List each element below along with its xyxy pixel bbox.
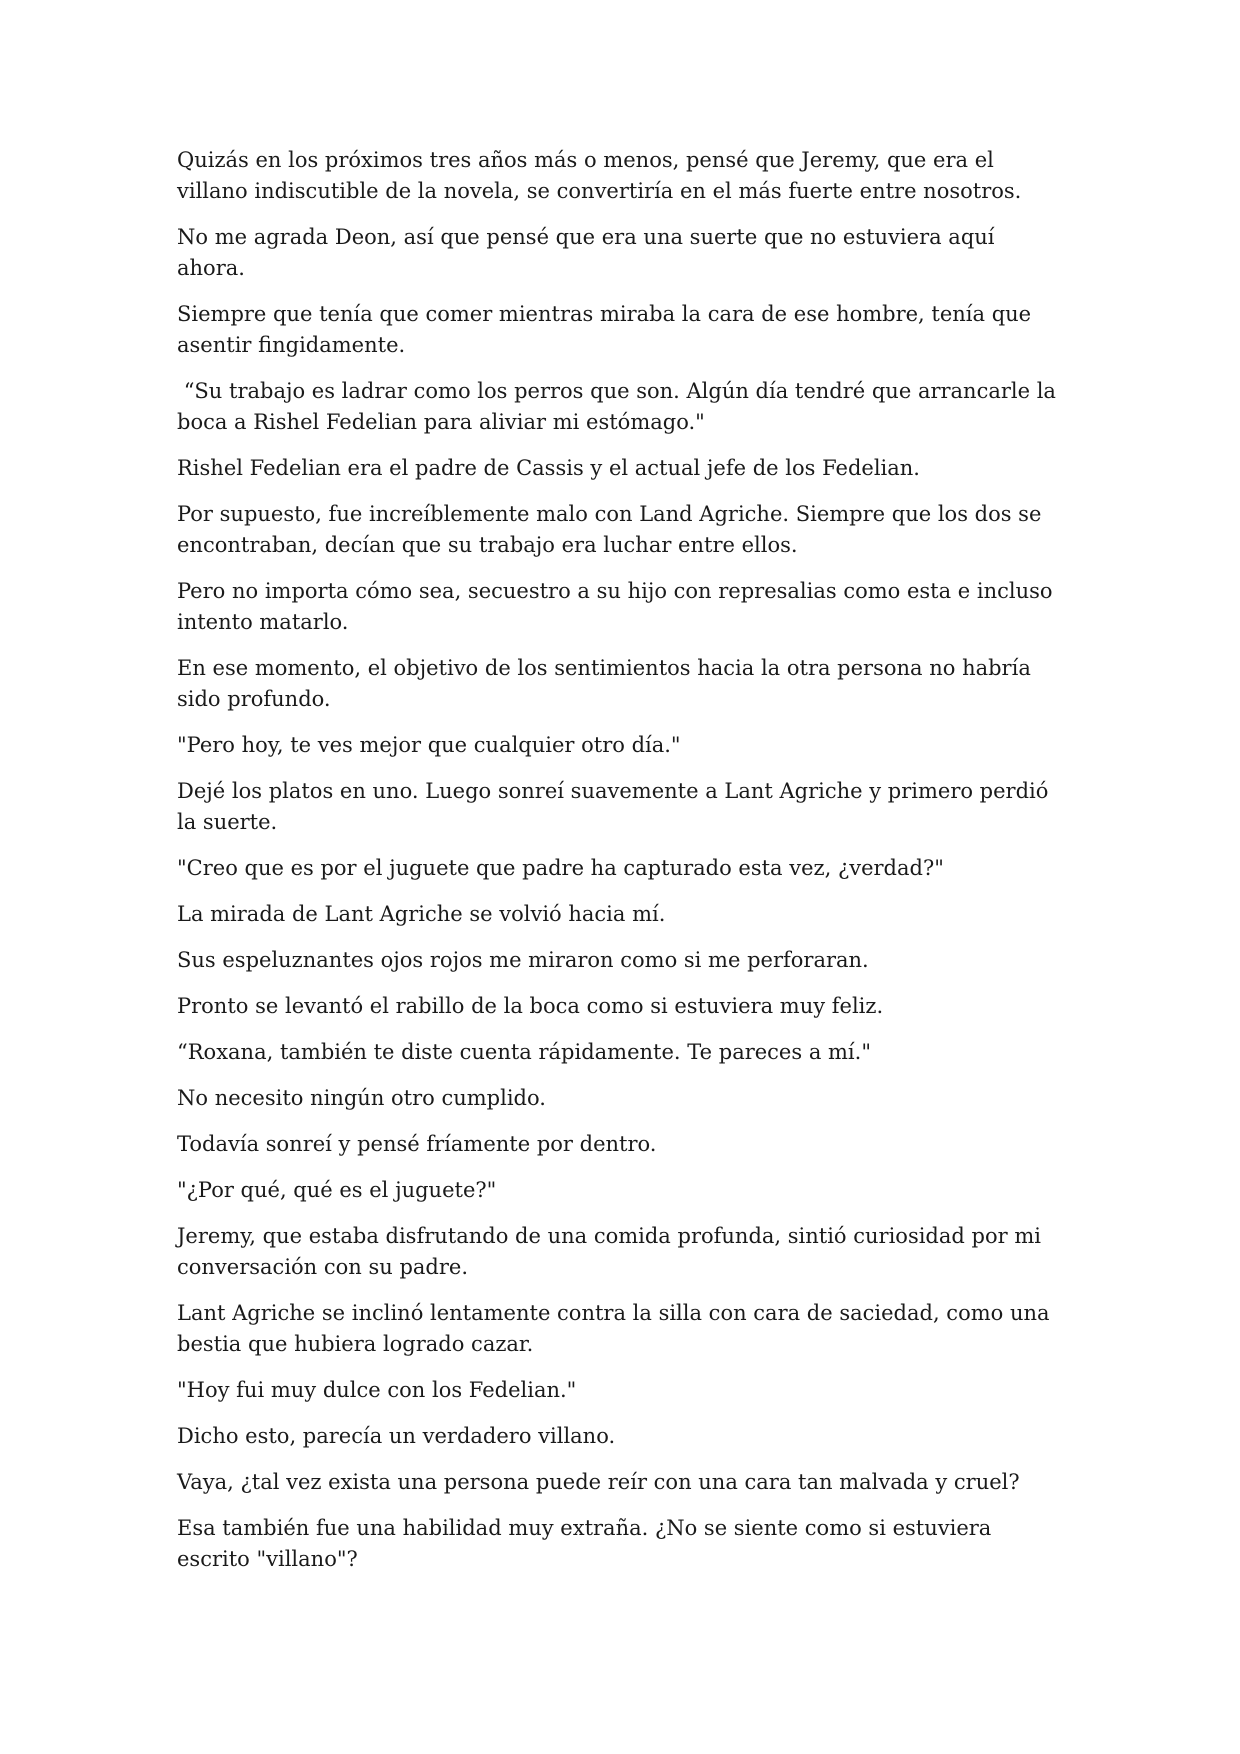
paragraph: Por supuesto, fue increíblemente malo con Land Agriche. Siempre que los dos se encontraban, decían que su trabajo era luchar entre ellos. [177,502,1049,557]
paragraph: Lant Agriche se inclinó lentamente contra la silla con cara de saciedad, como una bestia que hubiera logrado cazar. [177,1301,1057,1356]
paragraph: Dejé los platos en uno. Luego sonreí suavemente a Lant Agriche y primero perdió la suerte. [177,779,1056,834]
paragraph: Siempre que tenía que comer mientras miraba la cara de ese hombre, tenía que asentir fingidamente. [177,302,1038,357]
document-body [177,145,1067,1590]
paragraph: Dicho esto, parecía un verdadero villano. [177,1424,616,1448]
paragraph: Quizás en los próximos tres años más o menos, pensé que Jeremy, que era el villano indiscutible de la novela, se convertiría en el más fuerte entre nosotros. [177,148,1022,203]
paragraph: No necesito ningún otro cumplido. [177,1086,546,1110]
paragraph: Pero no importa cómo sea, secuestro a su hijo con represalias como esta e incluso intento matarlo. [177,579,1060,634]
paragraph: No me agrada Deon, así que pensé que era una suerte que no estuviera aquí ahora. [177,225,1002,280]
paragraph: Jeremy, que estaba disfrutando de una comida profunda, sintió curiosidad por mi conversación con su padre. [177,1224,1048,1279]
paragraph: "Creo que es por el juguete que padre ha capturado esta vez, ¿verdad?" [177,856,944,880]
paragraph: En ese momento, el objetivo de los sentimientos hacia la otra persona no habría sido profundo. [177,656,1038,711]
paragraph: La mirada de Lant Agriche se volvió hacia mí. [177,902,666,926]
paragraph: Todavía sonreí y pensé fríamente por dentro. [177,1132,657,1156]
paragraph: “Su trabajo es ladrar como los perros que son. Algún día tendré que arrancarle la boca a Rishel Fedelian para aliviar mi estómago." [177,379,1063,434]
paragraph: Pronto se levantó el rabillo de la boca como si estuviera muy feliz. [177,994,884,1018]
paragraph: Vaya, ¿tal vez exista una persona puede reír con una cara tan malvada y cruel? [177,1470,1020,1494]
paragraph: "¿Por qué, qué es el juguete?" [177,1178,497,1202]
paragraph: “Roxana, también te diste cuenta rápidamente. Te pareces a mí." [177,1040,871,1064]
paragraph: Sus espeluznantes ojos rojos me miraron como si me perforaran. [177,948,869,972]
paragraph: Rishel Fedelian era el padre de Cassis y el actual jefe de los Fedelian. [177,456,920,480]
paragraph: Esa también fue una habilidad muy extraña. ¿No se siente como si estuviera escrito "villano"? [177,1516,999,1571]
paragraph: "Hoy fui muy dulce con los Fedelian." [177,1378,577,1402]
paragraph: "Pero hoy, te ves mejor que cualquier otro día." [177,733,681,757]
